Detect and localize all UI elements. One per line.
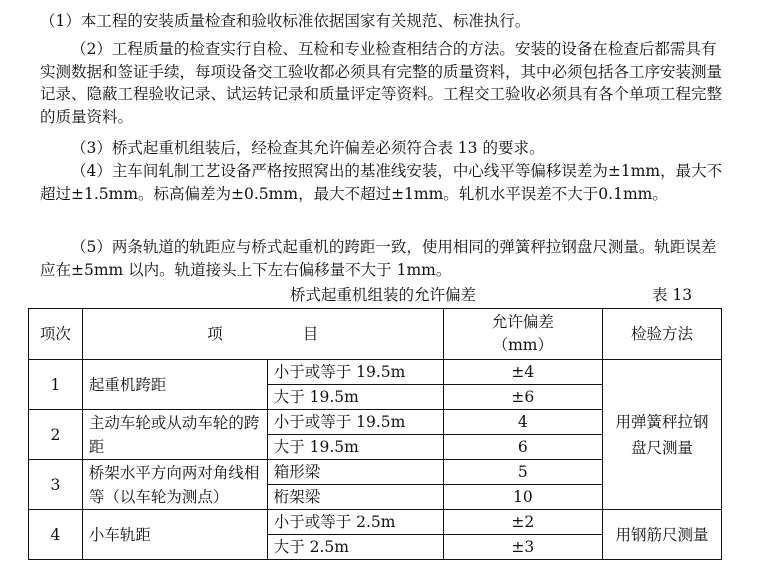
paragraph-2: （2）工程质量的检查实行自检、互检和专业检查相结合的方法。安装的设备在检查后都需具有实测数据和签证手续，每项设备交工验收都必须具有完整的质量资料，其中必须包括各工序安装测量记录、隐蔽工程验收记录、试运转记录和质量评定等资料。工程交工验收必须具有各个单项工程完整的质量资料。 bbox=[40, 40, 723, 126]
row-index: 2 bbox=[29, 410, 83, 460]
header-deviation bbox=[443, 309, 602, 360]
paragraph-3: （3）桥式起重机组装后，经检查其允许偏差必须符合表 13 的要求。 bbox=[71, 139, 545, 157]
table-number: 表 13 bbox=[652, 286, 693, 304]
deviation-table bbox=[28, 308, 722, 560]
row-item: 主动车轮或从动车轮的跨距 bbox=[82, 410, 267, 460]
table-row bbox=[29, 360, 722, 385]
table-header-row bbox=[29, 309, 722, 360]
header-index: 项次 bbox=[29, 309, 83, 360]
row-condition: 桁架梁 bbox=[267, 485, 443, 510]
row-deviation: ±2 bbox=[443, 510, 602, 535]
table-caption-row bbox=[40, 283, 720, 305]
row-deviation: ±3 bbox=[443, 535, 602, 560]
row-condition: 小于或等于 19.5m bbox=[267, 410, 443, 435]
row-deviation: 5 bbox=[443, 460, 602, 485]
header-item bbox=[82, 309, 443, 360]
paragraph-1: （1）本工程的安装质量检查和验收标准依据国家有关规范、标准执行。 bbox=[40, 12, 531, 30]
header-item-right: 目 bbox=[302, 324, 319, 343]
paragraph-5: （5）两条轨道的轨距应与桥式起重机的跨距一致，使用相同的弹簧秤拉钢盘尺测量。轨距误差应在±5mm 以内。轨道接头上下左右偏移量不大于 1mm。 bbox=[40, 238, 717, 279]
row-deviation: 4 bbox=[443, 410, 602, 435]
row-deviation: 6 bbox=[443, 435, 602, 460]
method-cell-2: 用钢筋尺测量 bbox=[602, 510, 721, 560]
row-item: 起重机跨距 bbox=[82, 360, 267, 410]
header-method: 检验方法 bbox=[602, 309, 721, 360]
row-deviation: 10 bbox=[443, 485, 602, 510]
row-deviation: ±6 bbox=[443, 385, 602, 410]
row-condition: 大于 2.5m bbox=[267, 535, 443, 560]
method-cell-1: 用弹簧秤拉钢盘尺测量 bbox=[602, 360, 721, 510]
table-caption: 桥式起重机组装的允许偏差 bbox=[290, 286, 477, 304]
row-condition: 小于或等于 2.5m bbox=[267, 510, 443, 535]
header-deviation-line2: （mm） bbox=[492, 336, 554, 354]
row-condition: 小于或等于 19.5m bbox=[267, 360, 443, 385]
row-index: 3 bbox=[29, 460, 83, 510]
row-item: 桥架水平方向两对角线相等（以车轮为测点） bbox=[82, 460, 267, 510]
header-deviation-line1: 允许偏差 bbox=[491, 313, 554, 331]
row-index: 1 bbox=[29, 360, 83, 410]
table-row bbox=[29, 510, 722, 535]
row-condition: 箱形梁 bbox=[267, 460, 443, 485]
row-condition: 大于 19.5m bbox=[267, 435, 443, 460]
row-index: 4 bbox=[29, 510, 83, 560]
row-condition: 大于 19.5m bbox=[267, 385, 443, 410]
row-item: 小车轨距 bbox=[82, 510, 267, 560]
header-item-left: 项 bbox=[207, 324, 223, 343]
paragraph-4: （4）主车间轧制工艺设备严格按照窝出的基准线安装，中心线平等偏移误差为±1mm，最大不超过±1.5mm。标高偏差为±0.5mm，最大不超过±1mm。轧机水平误差不大于0.1mm。 bbox=[40, 162, 723, 203]
row-deviation: ±4 bbox=[443, 360, 602, 385]
